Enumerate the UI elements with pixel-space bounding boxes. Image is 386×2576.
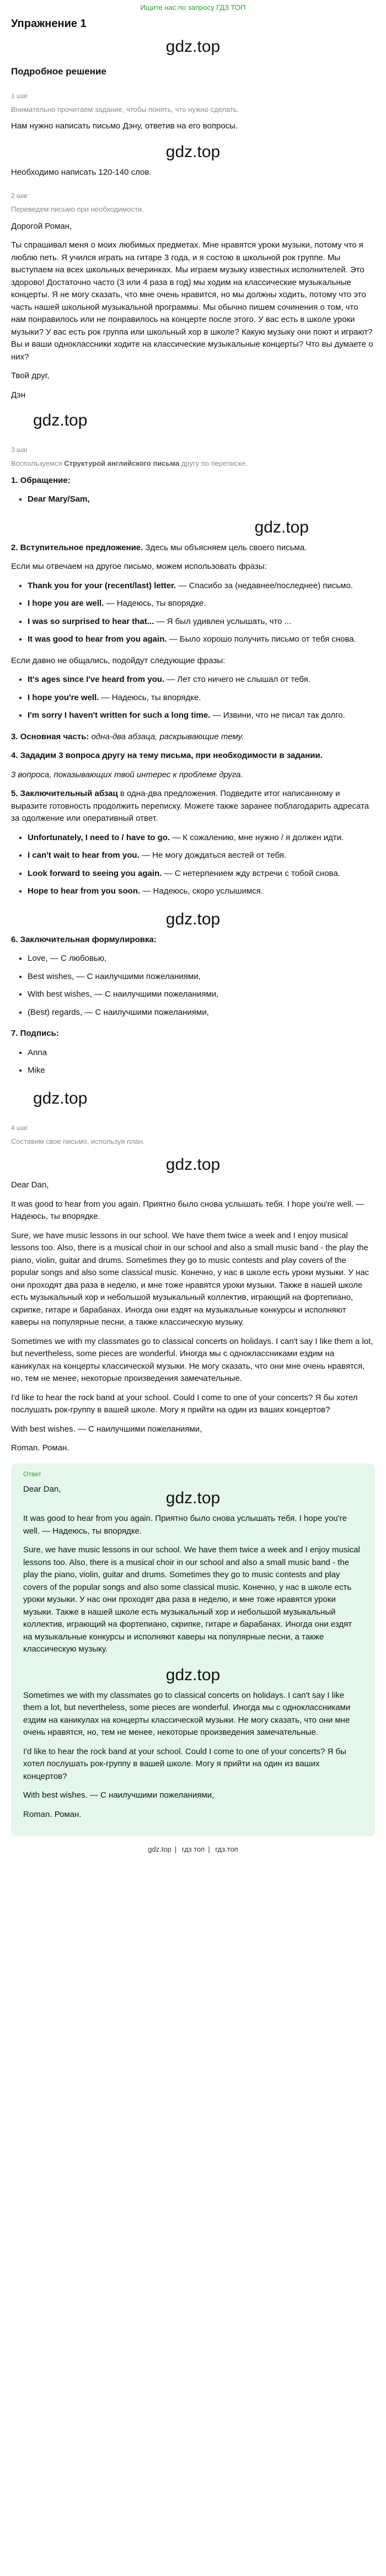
section-title: 4. Зададим 3 вопроса другу на тему письма, при необходимости в задании.: [11, 751, 323, 760]
letter-greeting: Dear Dan,: [23, 1484, 61, 1494]
watermark: gdz.top: [33, 1089, 88, 1107]
list-item: [28, 868, 375, 880]
intro-text: Воспользуемся: [11, 459, 62, 467]
letter-paragraph: Roman. Роман.: [23, 1809, 82, 1819]
step-label: 2 шаг: [11, 192, 28, 200]
section-text: в одна-два предложения. Подведите итог написанному и выразите готовность продолжить переписку. Можете также заранее поблагодарить адресата за одолжение или оперативный ответ.: [11, 789, 369, 823]
intro-link[interactable]: Структурой английского письма: [64, 459, 180, 467]
phrase-en: I hope you're well.: [28, 692, 99, 702]
phrase-en: I was so surprised to hear that...: [28, 616, 154, 626]
phrase-en: Unfortunately, I need to / have to go.: [28, 832, 170, 842]
section-5: [11, 788, 375, 825]
letter-name: Дэн: [11, 390, 26, 400]
exercise-title: Упражнение 1: [11, 18, 87, 30]
section-text: Здесь мы объясняем цель своего письма.: [145, 542, 307, 552]
phrase-ru: — К сожалению, мне нужно / я должен идти.: [172, 832, 344, 842]
phrase-ru: — С нетерпением жду встречи с тобой снова.: [164, 868, 340, 878]
phrase-en: Look forward to seeing you again.: [28, 868, 162, 878]
step-label: 4 шаг: [11, 1123, 28, 1132]
letter-paragraph: Roman. Роман.: [11, 1443, 69, 1453]
watermark: gdz.top: [165, 1489, 221, 1507]
list-item: [28, 885, 375, 898]
phrase-en: I'm sorry I haven't written for such a long time.: [28, 711, 211, 720]
section-title: 7. Подпись:: [11, 1029, 59, 1038]
list-item: • Anna: [28, 1047, 375, 1060]
list-item: • Love, — С любовью,: [28, 953, 375, 965]
phrase-en: I hope you are well.: [28, 599, 104, 608]
letter-paragraph: It was good to hear from you again. Приятно было снова услышать тебя. I hope you're well. — Надеюсь, ты впорядке.: [23, 1514, 347, 1536]
step-intro: Внимательно прочитаем задание, чтобы понять, что нужно сделать.: [11, 105, 239, 114]
phrase-ru: — Извини, что не писал так долго.: [212, 711, 345, 720]
phrase-en: It was good to hear from you again.: [28, 634, 167, 644]
list-item: • Mike: [28, 1064, 375, 1077]
letter-paragraph: Sometimes we with my classmates go to classical concerts on holidays. I can't say I like them a lot, but nevertheless, some pieces are wonderful. Иногда мы с одноклассниками ездим на каникулах на концерты классической музыки. Не могу сказать, что они мне очень нравятся, но, тем не менее, некоторые произведения замечательные.: [23, 1690, 351, 1737]
letter-signoff: Твой друг,: [11, 371, 50, 380]
intro-text-end: другу по переписке.: [181, 459, 248, 467]
list-item: • Best wishes, — С наилучшими пожеланиями,: [28, 971, 375, 983]
step-intro: Составим свое письмо, используя план.: [11, 1137, 145, 1146]
list-item: • (Best) regards, — С наилучшими пожеланиями,: [28, 1007, 375, 1019]
phrase-ru: — Спасибо за (недавнее/последнее) письмо.: [178, 580, 353, 590]
step-3: [11, 445, 375, 1111]
letter-body: Ты спрашивал меня о моих любимых предметах. Мне нравятся уроки музыки, потому что я люблю петь. Я учился играть на гитаре 3 года, и я состою в школьной рок группе. Мы выступаем на всех школьных вечеринках. Мы играем музыку известных исполнителей. Это здорово! Достаточно часто (3 или 4 раза в год) мы ходим на классические музыкальные концерты. Я не могу сказать, что мне очень нравится, но мы должны ходить, потому что это часть нашей школьной музыкальной программы. Мы обычно пишем сочинения о том, что нам понравилось или не понравилось на концерте после этого. У вас есть в школе уроки музыки? У вас есть рок группа или школьный хор в школе? Какую музыку они поют и играют? Вы и ваши одноклассники ходите на классические музыкальные концерты? Что вы думаете о них?: [11, 240, 373, 362]
solution-heading: Подробное решение: [11, 66, 106, 77]
list-item: [28, 633, 375, 646]
phrase-en: It's ages since I've heard from you.: [28, 675, 165, 684]
answer-label: Ответ: [23, 1470, 41, 1478]
step-4: [11, 1123, 375, 1455]
list: [11, 1047, 375, 1077]
list-item: [28, 616, 375, 628]
letter-paragraph: I'd like to hear the rock band at your school. Could I come to one of your concerts? Я бы хотел послушать рок-группу в вашей школе. Могу я прийти на один из ваших концертов?: [23, 1746, 346, 1781]
step-intro: [11, 458, 375, 469]
letter-paragraph: Sure, we have music lessons in our school. We have them twice a week and I enjoy musical lessons too. Also, there is a musical choir in our school and also a small music band - the play the piano, violin, guitar and drums. Sometimes they go to music contests and play covers of the popular songs and also some classical music. Конечно, у нас в школе есть уроки музыки. У нас они проходят два раза в неделю, и мне тоже нравятся уроки музыки. Также в нашей школе есть музыкальный хор и небольшой музыкальный коллектив, играющий на фортепиано, скрипке, гитаре и барабанах. Иногда они ездят на музыкальные конкурсы и исполняют каверы на популярные песни, а также классическую музыку.: [11, 1230, 369, 1327]
list: [11, 493, 375, 506]
section-text: 3 вопроса, показывающих твой интерес к проблеме друга.: [11, 770, 243, 779]
step-1: [11, 91, 375, 179]
list-item: • With best wishes, — С наилучшими пожеланиями,: [28, 988, 375, 1001]
letter-paragraph: With best wishes. — С наилучшими пожеланиями,: [23, 1790, 215, 1800]
list-item: [28, 709, 375, 722]
phrase-ru: — Лет сто ничего не слышал от тебя.: [167, 675, 310, 684]
step-label: 1 шаг: [11, 92, 28, 100]
phrase-ru: — Было хорошо получить письмо от тебя снова.: [169, 634, 356, 644]
letter-greeting: Dear Dan,: [11, 1180, 49, 1190]
watermark: gdz.top: [165, 1155, 221, 1174]
list-item: [28, 598, 375, 610]
letter-paragraph: I'd like to hear the rock band at your school. Could I come to one of your concerts? Я бы хотел послушать рок-группу в вашей школе. Могу я прийти на один из ваших концертов?: [11, 1392, 358, 1415]
letter-greeting: Дорогой Роман,: [11, 221, 72, 231]
phrase-ru: — Надеюсь, ты впорядке.: [106, 599, 206, 608]
watermark: gdz.top: [165, 1665, 221, 1684]
section-lead: Если мы отвечаем на другое письмо, можем использовать фразы:: [11, 562, 267, 571]
list-item: [28, 692, 375, 704]
section-title: 5. Заключительный абзац: [11, 789, 118, 798]
phrase-en: I can't wait to hear from you.: [28, 851, 140, 860]
watermark: gdz.top: [165, 910, 221, 928]
phrase-ru: — Надеюсь, скоро услышимся.: [142, 886, 264, 896]
phrase-ru: — Я был удивлен услышать, что ...: [156, 616, 292, 626]
phrase-list: [11, 674, 375, 722]
step-label: 3 шаг: [11, 446, 28, 454]
paragraph: Необходимо написать 120-140 слов.: [11, 167, 152, 177]
paragraph: Нам нужно написать письмо Дэну, ответив на его вопросы.: [11, 121, 238, 131]
footer-link[interactable]: гдз.топ: [215, 1845, 238, 1853]
section-title: 2. Вступительное предложение.: [11, 542, 143, 552]
section-title: 3. Основная часть:: [11, 732, 89, 741]
watermark: gdz.top: [165, 37, 221, 56]
list-item: [28, 849, 375, 862]
letter-paragraph: With best wishes. — С наилучшими пожеланиями,: [11, 1424, 202, 1434]
section-2: [11, 542, 375, 555]
section-lead: Если давно не общались, подойдут следующие фразы:: [11, 655, 226, 665]
watermark: gdz.top: [33, 411, 88, 429]
footer-link[interactable]: gdz.top: [148, 1845, 171, 1853]
top-promo-link[interactable]: Ищите нас по запросу ГДЗ ТОП: [140, 3, 246, 12]
footer: gdz.top | гдз топ | гдз.топ: [148, 1845, 238, 1853]
section-title: 1. Обращение:: [11, 475, 71, 485]
watermark: gdz.top: [165, 142, 221, 161]
watermark: gdz.top: [254, 518, 309, 536]
footer-link[interactable]: гдз топ: [181, 1845, 205, 1853]
phrase-en: Hope to hear from you soon.: [28, 886, 141, 896]
section-title: 6. Заключительная формулировка:: [11, 934, 157, 944]
list-item: • Dear Mary/Sam,: [28, 493, 375, 506]
section-text: одна-два абзаца, раскрывающие тему.: [91, 732, 244, 741]
phrase-ru: — Надеюсь, ты впорядке.: [101, 692, 201, 702]
letter-paragraph: It was good to hear from you again. Приятно было снова услышать тебя. I hope you're well. — Надеюсь, ты впорядке.: [11, 1199, 364, 1221]
phrase-ru: — Не могу дождаться вестей от тебя.: [141, 851, 287, 860]
list-item: [28, 674, 375, 686]
phrase-en: Thank you for your (recent/last) letter.: [28, 580, 176, 590]
list-item: [28, 832, 375, 845]
step-2: [11, 191, 375, 433]
phrase-list: [11, 580, 375, 646]
step-intro: Переведем письмо при необходимости.: [11, 205, 144, 213]
list-item: [28, 580, 375, 593]
phrase-list: [11, 832, 375, 898]
section-3: [11, 731, 375, 744]
answer-box: [11, 1464, 375, 1837]
letter-paragraph: Sometimes we with my classmates go to classical concerts on holidays. I can't say I like them a lot, but nevertheless, some pieces are wonderful. Иногда мы с одноклассниками ездим на каникулах на концерты классической музыки. Не могу сказать, что они мне очень нравятся, но, тем не менее, некоторые произведения замечательные.: [11, 1336, 373, 1383]
list: [11, 953, 375, 1019]
letter-paragraph: Sure, we have music lessons in our school. We have them twice a week and I enjoy musical lessons too. Also, there is a musical choir in our school and also a small music band - the play the piano, violin, guitar and drums. Sometimes they go to music contests and play covers of the popular songs and also some classical music. Конечно, у нас в школе есть уроки музыки. У нас они проходят два раза в неделю, и мне тоже нравятся уроки музыки. Также в нашей школе есть музыкальный хор и небольшой музыкальный коллектив, играющий на фортепиано, скрипке, гитаре и барабанах. Иногда они ездят на музыкальные конкурсы и исполняют каверы на популярные песни, а также классическую музыку.: [23, 1545, 360, 1654]
